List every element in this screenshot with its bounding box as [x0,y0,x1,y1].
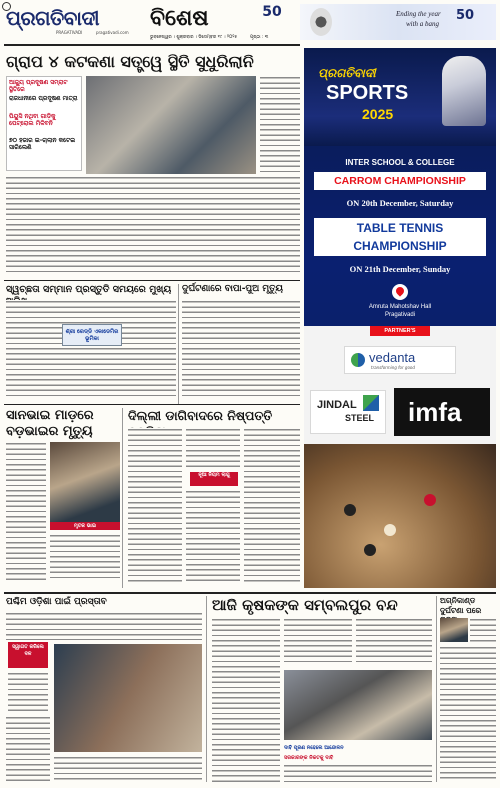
story4-photo [50,442,120,522]
story4-body-right [50,534,120,582]
side-box-3: ପିୟୁସି ନଥିବା ଗାଡ଼ିକୁ ପେଟ୍ରୋଲ ମିଳିବନି [9,113,56,127]
story5-body-3 [186,490,240,584]
traffic-photo [86,76,256,174]
story7-body-4 [284,764,432,782]
lead-side-box [6,76,82,171]
story5-body-1 [128,428,182,584]
story8-body [440,646,496,782]
story2-headline: ସ୍ୱଚ୍ଛତା ସମ୍ମାନ ପ୍ରସ୍ତୁତି ସମୟରେ ମୁଖ୍ୟ [6,284,172,295]
banner-text-2: with a bang [406,20,440,28]
tennis-band [314,218,486,256]
ad-event1: CARROM CHAMPIONSHIP [334,175,466,187]
page-number: ପୃଷ୍ଠା : ୩ [250,35,269,40]
story6-headline: ପଶ୍ଚିମ ଓଡ଼ିଶା ପାଇଁ ପ୍ରସ୍ତାବ [6,597,107,607]
ad-date1: ON 20th December, Saturday [346,198,454,208]
story4-headline-1: ସାନଭାଇ ମାଡ଼ରେ [6,408,94,423]
partners-label: PARTNER'S [370,326,430,336]
banner-text-1: Ending the year [396,10,441,18]
vedanta-logo [344,346,456,374]
story5-headline: ଦିଲ୍ଲୀ ଡାଗିବାଦରେ ନିଷ୍ପତ୍ତି [128,408,273,423]
story7-photo [284,670,432,740]
banner-anniversary: 50 [456,8,475,23]
story8-headline: ଅଗ୍ନିକାଣ୍ଡ ଦୁର୍ଘଟଣା ପରେ [440,596,482,615]
story7-body-2 [284,618,352,666]
story6-body-under-photo [54,756,202,782]
masthead-rule [4,44,300,46]
section-title: ବିଶେଷ [150,6,209,31]
story7-box1: ଦାବି ପୂରଣ ନହେଲେ ଆନ୍ଦୋଳନ [284,745,344,751]
ad-line1: INTER SCHOOL & COLLEGE [345,158,455,167]
masthead-website: pragativadi.com [96,30,129,35]
vedanta-icon [351,353,365,367]
column-divider-4 [436,596,437,782]
column-divider-2 [122,408,123,588]
masthead [0,0,500,44]
ad-year: 2025 [362,106,394,122]
bottom-rule [4,592,496,594]
story3-body [182,300,300,400]
side-box-1: ଆଜ୍ୟୁ ପ୍ରଦୂଷଣ ସମ୍ରାଟ ସ୍ଥିତିରେ [9,79,68,93]
story4-caption: ମୃତକ ଭାଇ [50,522,120,530]
story5-body-2 [186,428,240,468]
story7-body-1 [212,618,280,782]
location-pin-icon [392,284,408,300]
story7-headline: ଆଜି କୃଷକଙ୍କ ସମ୍ବଲପୁର ବନ୍ଦ [212,596,398,614]
imfa-logo [394,388,490,436]
column-divider-3 [206,596,207,782]
date-line: ଭୁବନେଶ୍ୱର । ଶୁକ୍ରବାର । ଡିସେମ୍ବର ୧୯ । ୨୦୨୫ [150,35,238,40]
carrom-board-graphic [304,444,496,588]
masthead-banner [300,4,496,40]
story2-body [6,300,176,400]
story-rule [4,404,300,405]
story5-body-4 [244,428,300,584]
jindal-steel: STEEL [345,413,375,423]
ad-event2-line2: CHAMPIONSHIP [353,239,447,253]
story4-headline-2: ବଡ଼ଭାଇର ମୃତ୍ୟୁ [6,424,93,439]
portrait-icon [310,8,332,36]
ad-athlete-graphic [442,56,486,126]
ad-venue-2: Pragativadi [384,312,416,318]
jindal-logo [310,390,386,434]
story7-body-3 [356,618,432,666]
story2-box: ଶ୍ରୀ ରେଡ୍ଡି ଏକାଡେମିର ଭୂମିକା [62,324,122,346]
jindal-icon [363,395,379,411]
story6-photo [54,644,202,752]
anniversary-logo: 50 [262,4,282,20]
story6-body-bottom [6,716,50,782]
masthead-logo: ପ୍ରଗତିବାଦୀ [6,6,100,30]
ad-brand: ପ୍ରଗତିବାଦୀ [318,66,376,80]
column-divider [178,284,179,404]
lead-body-right [260,76,300,174]
vedanta-tagline: transforming for good [371,365,415,370]
masthead-logo-sub: PRAGATIVADI [56,30,83,35]
ad-top-banner [304,48,496,146]
lead-rule [4,280,300,281]
partners-area [304,326,496,588]
ad-venue-1: Amruta Mahotshav Hall [368,304,432,310]
story8-photo [440,618,468,642]
story5-box: ନୂଆ ନିୟମ ଲାଗୁ [190,472,238,486]
side-box-4: ୭୦ ହଜାର ଇ-ଚାଲାନ କଟେଇ ସାରିଲେଣି [9,137,76,151]
vedanta-name: vedanta [369,350,416,365]
imfa-name: imfa [408,397,462,427]
story8-body-top [470,618,496,642]
side-box-2: ରାଜଧାନୀରେ ପ୍ରଦୂଷଣ ମାତ୍ରା [9,95,78,102]
story7-box2: ସରକାରଙ୍କ ନିକଟକୁ ଦାବି [284,755,334,761]
ad-sports: SPORTS [326,82,409,104]
story3-headline: ଦୁର୍ଘଟଣାରେ ବାପା-ପୁଅ ମୃତ୍ୟୁ [182,284,283,294]
story4-body-left [6,442,46,582]
ad-date2: ON 21th December, Sunday [349,264,451,274]
ad-event2-line1: TABLE TENNIS [356,221,444,235]
sports-advertisement [304,48,496,588]
story6-box: ସ୍ୱାଗତ କରିଲେ ଦଳ [8,642,48,668]
jindal-name: JINDAL [317,399,357,411]
story6-body-top [6,612,202,640]
lead-headline: ଗ୍ରାପ ୪ କଟକଣା ସତ୍ତ୍ୱେ ସ୍ଥିତି ସୁଧୁରିଲାନି [6,52,254,71]
carrom-band [314,172,486,190]
lead-body-text [6,176,300,276]
story6-body-left [8,672,48,712]
